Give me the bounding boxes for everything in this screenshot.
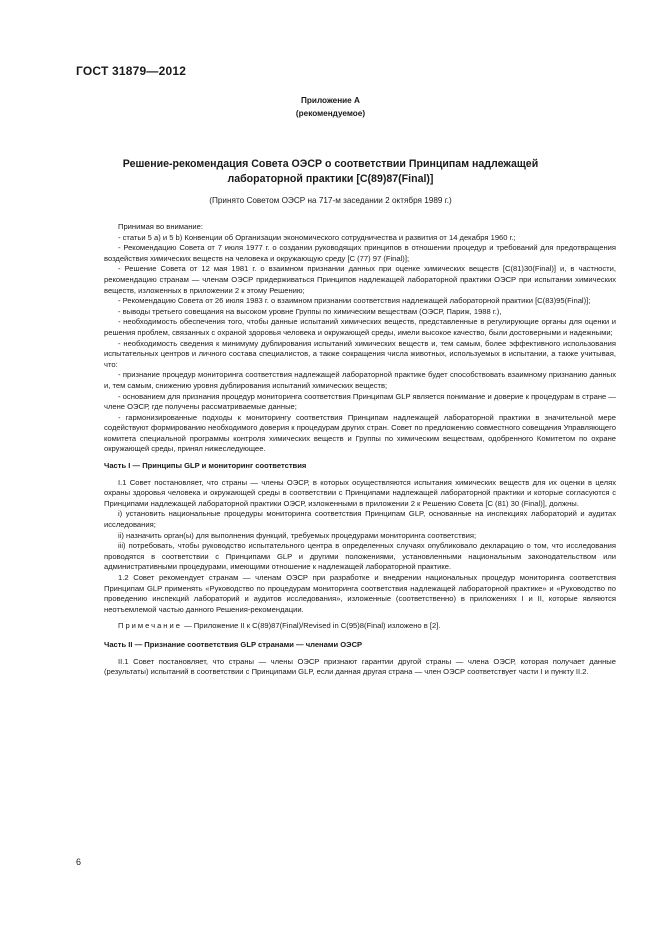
considering-item: - признание процедур мониторинга соответствия надлежащей лабораторной практике будет способствовать взаимному признанию данных и, тем самым, снижению уровня дублирования испытаний химических веществ; (104, 370, 616, 390)
adoption-note: (Принято Советом ОЭСР на 717-м заседании 2 октября 1989 г.) (209, 196, 452, 205)
considering-item: - необходимость обеспечения того, чтобы данные испытаний химических веществ, представленные в регулирующие органы для оценки и решения проблем, связанных с охраной здоровья человека и окружающей среды, имели высокое качество, были достоверными и надежными; (104, 317, 616, 337)
considering-item: - Рекомендацию Совета от 7 июля 1977 г. о создании руководящих принципов в отношении процедур и требований для предотвращения воздействия химических веществ на человека и окружающую среду [C (77) 97 (Final)]; (104, 243, 616, 263)
document-title: Решение-рекомендация Совета ОЭСР о соответствии Принципам надлежащей лабораторной практики [C(89)87(Final)] (122, 158, 539, 185)
considering-item: - статьи 5 a) и 5 b) Конвенции об Организации экономического сотрудничества и развития от 14 декабря 1960 г.; (118, 232, 516, 242)
considering-item: - гармонизированные подходы к мониторингу соответствия Принципам надлежащей лабораторной практики в значительной мере содействуют формированию необходимого доверия к процедурам других стран. Совет по предложению совместного совещания Управляющего комитета специальной программы контроля химических веществ и Группы по химическим веществам, одобренного Комитетом по охране окружающей среды, принял нижеследующее. (104, 412, 616, 454)
part1-heading: Часть I — Принципы GLP и мониторинг соответствия (104, 461, 307, 471)
document-code: ГОСТ 31879—2012 (76, 64, 187, 78)
considering-item: - выводы третьего совещания на высоком уровне Группы по химическим веществам (ОЭСР, Париж, 1988 г.), (118, 306, 502, 316)
part2-heading: Часть II — Признание соответствия GLP странами — членами ОЭСР (104, 639, 363, 649)
note-paragraph (104, 621, 616, 632)
document-body (104, 222, 616, 678)
part1-paragraph: 1.2 Совет рекомендует странам — членам ОЭСР при разработке и внедрении национальных процедур мониторинга соответствия Принципам GLP применять «Руководство по процедурам мониторинга соответствия надлежащей лабораторной практике» и «Руководство по проведению инспекций лабораторий и аудитов исследования», изложенные (соответственно) в приложениях I и II, которые являются неотъемлемой частью данного Решения-рекомендации. (104, 573, 616, 614)
annex-status: (рекомендуемое) (295, 109, 366, 118)
note-text: — Приложение II к C(89)87(Final)/Revised in C(95)8(Final) изложено в [2]. (181, 621, 441, 631)
considering-item: - основанием для признания процедур мониторинга соответствия Принципам GLP является понимание и доверие к процедурам в стране — члене ОЭСР, где получены рассматриваемые данные; (104, 391, 616, 412)
part1-paragraph: iii) потребовать, чтобы руководство испытательного центра в определенных случаях опубликовало декларацию о том, что исследования проводятся в соответствии с Принципами GLP и другими положениями, установленными национальным законодательством или административными процедурами, имеющими отношение к надлежащей лабораторной практике. (104, 541, 616, 572)
annex-label: Приложение А (301, 96, 360, 105)
part2-paragraph: II.1 Совет постановляет, что страны — члены ОЭСР признают гарантии другой страны — члена ОЭСР, которая получает данные (результаты) испытаний в соответствии с Принципами GLP, если данная другая страна — член ОЭСР соответствует части I и пункту II.2. (104, 656, 616, 677)
part1-paragraph: i) установить национальные процедуры мониторинга соответствия Принципам GLP, основанные на инспекциях лабораторий и аудитах исследования; (104, 509, 616, 530)
part1-paragraph: I.1 Совет постановляет, что страны — члены ОЭСР, в которых осуществляются испытания химических веществ для их оценки в целях охраны здоровья человека и окружающей среды в соответствии с Принципами надлежащей лабораторной практики и которые согласуются с Принципами надлежащей лабораторной практики ОЭСР, изложенными в приложении 2 к Решению Совета [C (81) 30 (Final)], должны. (104, 477, 616, 508)
intro-paragraph: Принимая во внимание: (118, 222, 203, 231)
considering-item: - Рекомендацию Совета от 26 июля 1983 г. о взаимном признании соответствия надлежащей лабораторной практики [C(83)95(Final)]; (118, 296, 591, 306)
part1-paragraph: ii) назначить орган(ы) для выполнения функций, требуемых процедурами мониторинга соответствия; (118, 530, 477, 540)
considering-item: - необходимость сведения к минимуму дублирования испытаний химических веществ и, тем самым, более эффективного использования испытательных центров и личного состава специалистов, а также сокращения числа животных, используемых в испытании, а также учитывая, что: (104, 338, 616, 369)
page-number: 6 (76, 857, 82, 867)
note-label: Примечание (118, 621, 182, 631)
considering-item: - Решение Совета от 12 мая 1981 г. о взаимном признании данных при оценке химических веществ [C(81)30(Final)] и, в частности, рекомендацию странам — членам ОЭСР придерживаться Принципов надлежащей лабораторной практики ОЭСР при испытании химических веществ, изложенных в приложении 2 к этому Решению; (104, 264, 616, 295)
